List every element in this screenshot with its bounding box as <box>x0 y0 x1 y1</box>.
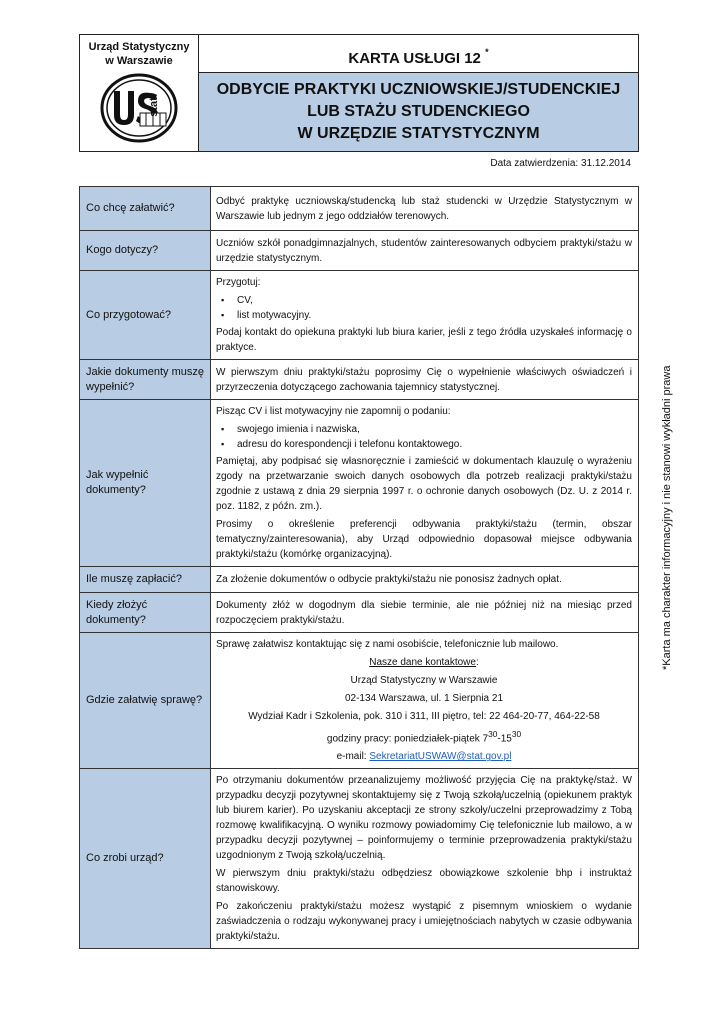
table-row <box>80 769 639 949</box>
table-row <box>80 633 639 769</box>
answer-paragraph: Prosimy o określenie preferencji odbywania praktyki/stażu (termin, obszar tematyczny/zainteresowania), aby Urząd odpowiednio dopasował miejsce odbywania praktyki/stażu (komórkę organizacyjną). <box>216 519 632 560</box>
answer-paragraph: Pamiętaj, aby podpisać się własnoręcznie i zamieścić w dokumentach klauzulę o wyrażeniu zgody na przetwarzanie swoich danych osobowych dla potrzeb realizacji praktyki/stażu zgodnie z ustawą z dnia 29 sierpnia 1997 r. o ochronie danych osobowych (Dz. U. z 2014 r. poz. 1182, z późn. zm.). <box>216 456 632 512</box>
answer-text: Za złożenie dokumentów o odbycie praktyki/stażu nie ponosisz żadnych opłat. <box>216 574 562 585</box>
card-title-mark: * <box>485 47 489 57</box>
answer-intro: Pisząc CV i list motywacyjny nie zapomnij o podaniu: <box>216 406 451 417</box>
answer-cell <box>211 231 639 271</box>
list-item: ▪ CV, <box>233 293 632 308</box>
answer-paragraph: Po zakończeniu praktyki/stażu możesz wystąpić z pisemnym wnioskiem o wydanie zaświadczenia o rodzaju wykonywanej pracy i umiejętnościach nabytych w czasie odbywania praktyki/stażu. <box>216 901 632 943</box>
answer-intro: Sprawę załatwisz kontaktując się z nami osobiście, telefonicznie lub mailowo. <box>216 639 559 650</box>
office-box <box>80 35 199 151</box>
answer-cell <box>211 567 639 593</box>
answer-cell <box>211 633 639 769</box>
title-box <box>199 35 638 151</box>
question-cell: Co zrobi urząd? <box>80 769 211 949</box>
list-item: ▪ swojego imienia i nazwiska, <box>233 422 632 437</box>
office-name <box>80 40 198 68</box>
question-cell: Co chcę załatwić? <box>80 187 211 231</box>
card-header <box>79 34 639 152</box>
question-cell: Co przygotować? <box>80 271 211 360</box>
contact-office: Urząd Statystyczny w Warszawie <box>350 675 498 686</box>
answer-text: W pierwszym dniu praktyki/stażu poprosimy Cię o wypełnienie właściwych oświadczeń i przyrzeczenia dotyczącego zachowania tajemnicy statystycznej. <box>216 366 632 393</box>
answer-cell <box>211 769 639 949</box>
contact-department: Wydział Kadr i Szkolenia, pok. 310 i 311, III piętro, tel: 22 464-20-77, 464-22-58 <box>248 711 600 722</box>
table-row <box>80 400 639 567</box>
bullet-list <box>216 422 632 452</box>
bullet-list <box>216 293 632 323</box>
answer-text: Odbyć praktykę uczniowską/studencką lub staż studencki w Urzędzie Statystycznym w Warszawie lub jednym z jego oddziałów terenowych. <box>216 195 632 222</box>
question-cell: Jak wypełnić dokumenty? <box>80 400 211 567</box>
table-row <box>80 187 639 231</box>
table-row <box>80 271 639 360</box>
contact-address: 02-134 Warszawa, ul. 1 Sierpnia 21 <box>344 693 504 704</box>
question-cell: Jakie dokumenty muszę wypełnić? <box>80 360 211 400</box>
answer-text: Uczniów szkół ponadgimnazjalnych, studentów zainteresowanych odbyciem praktyki/stażu w urzędzie statystycznym. <box>216 237 632 264</box>
answer-paragraph: W pierwszym dniu praktyki/stażu odbędziesz obowiązkowe szkolenie bhp i instruktaż stanowiskowy. <box>216 868 632 895</box>
side-note-text: *Karta ma charakter informacyjny i nie stanowi wykładni prawa <box>661 365 673 670</box>
gus-logo <box>100 73 178 143</box>
table-row <box>80 360 639 400</box>
approval-date: Data zatwierdzenia: 31.12.2014 <box>490 158 631 169</box>
service-title-line-3: W URZĘDZIE STATYSTYCZNYM <box>297 125 540 142</box>
answer-cell <box>211 360 639 400</box>
side-note <box>658 340 678 670</box>
service-title-line-1: ODBYCIE PRAKTYKI UCZNIOWSKIEJ/STUDENCKIEJ <box>216 81 621 98</box>
service-table <box>79 186 639 949</box>
question-cell: Gdzie załatwię sprawę? <box>80 633 211 769</box>
card-title <box>199 35 638 73</box>
table-row <box>80 593 639 633</box>
email-link[interactable]: SekretariatUSWAW@stat.gov.pl <box>369 751 512 763</box>
list-item: ▪ adresu do korespondencji i telefonu kontaktowego. <box>233 437 632 452</box>
contact-hours: godziny pracy: poniedziałek-piątek $7^{30}-15^{30}$ <box>326 729 522 745</box>
list-item: ▪ list motywacyjny. <box>233 308 632 323</box>
service-title <box>199 73 638 151</box>
card-title-text: KARTA USŁUGI 12 <box>348 50 481 67</box>
question-cell: Kiedy złożyć dokumenty? <box>80 593 211 633</box>
office-line-1: Urząd Statystyczny <box>88 41 190 53</box>
answer-cell <box>211 271 639 360</box>
answer-cell <box>211 400 639 567</box>
answer-cell <box>211 593 639 633</box>
answer-paragraph: Po otrzymaniu dokumentów przeanalizujemy możliwość przyjęcia Cię na praktykę/staż. W przypadku decyzji pozytywnej skontaktujemy się z Twoją szkołą/uczelnią (opiekunem praktyk lub biurem karier). Po uzyskaniu akceptacji ze strony szkoły/uczelni przeprowadzimy z Tobą rozmowę kwalifikacyjną. O wyniku rozmowy powiadomimy Cię telefonicznie lub mailowo, a w przypadku decyzji pozytywnej – poinformujemy o terminie przeprowadzenia praktyki/stażu uzgodnionym z Twoją szkołą/uczelnią. <box>216 775 632 862</box>
table-row <box>80 231 639 271</box>
question-cell: Kogo dotyczy? <box>80 231 211 271</box>
answer-intro: Przygotuj: <box>216 277 261 288</box>
contact-email: e-mail: SekretariatUSWAW@stat.gov.pl <box>336 751 512 763</box>
contact-heading: Nasze dane kontaktowe: <box>369 657 479 668</box>
service-title-line-2: LUB STAŻU STUDENCKIEGO <box>307 103 530 120</box>
question-cell: Ile muszę zapłacić? <box>80 567 211 593</box>
office-line-2: w Warszawie <box>105 55 173 67</box>
answer-cell <box>211 187 639 231</box>
svg-text:stat: stat <box>148 97 160 117</box>
answer-text: Dokumenty złóż w dogodnym dla siebie terminie, ale nie później niż na miesiąc przed rozpoczęciem praktyki/stażu. <box>216 599 632 626</box>
answer-note: Podaj kontakt do opiekuna praktyki lub biura karier, jeśli z tego źródła uzyskałeś informację o praktyce. <box>216 327 632 353</box>
table-row <box>80 567 639 593</box>
